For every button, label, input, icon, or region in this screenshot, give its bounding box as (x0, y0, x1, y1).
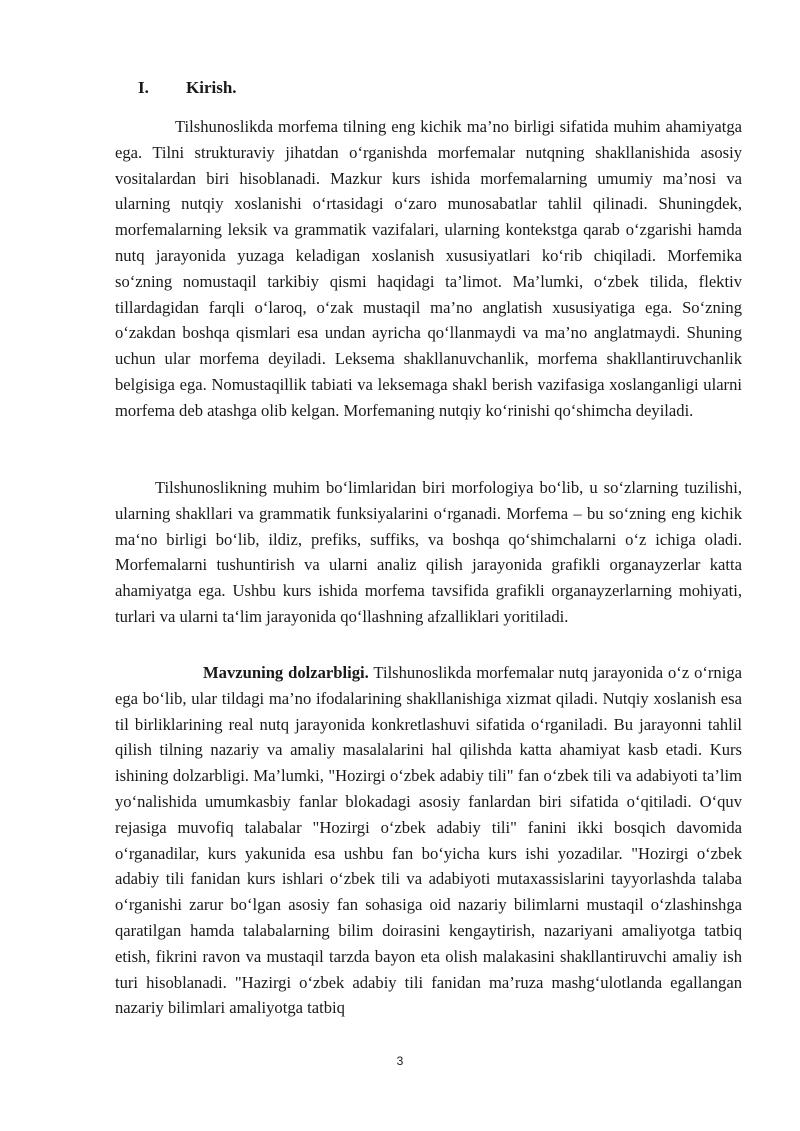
section-title: Kirish. (186, 78, 237, 97)
paragraph-1: Tilshunoslikda morfema tilning eng kichik ma’no birligi sifatida muhim ahamiyatga ega. Tilni strukturaviy jihatdan o‘rganishda morfemalar nutqning shakllanishida asosiy vositalardan biri hisoblanadi. Mazkur kurs ishida morfemalarning umumiy ma’nosi va ularning nutqiy xoslanishi o‘rtasidagi o‘zaro munosabatlar tahlil qilinadi. Shuningdek, morfemalarning leksik va grammatik vazifalari, ularning kontekstga qarab o‘zgarishi hamda nutq jarayonida yuzaga keladigan xoslanish xususiyatlari ko‘rib chiqiladi. Morfemika so‘zning nomustaqil tarkibiy qismi haqidagi ta’limot. Ma’lumki, o‘zbek tilida, flektiv tillardagidan farqli o‘laroq, o‘zak mustaqil ma’no anglatish xususiyatiga ega. So‘zning o‘zakdan boshqa qismlari esa undan ayricha qo‘llanmaydi va ma’no anglatmaydi. Shuning uchun ular morfema deyiladi. Leksema shakllanuvchanlik, morfema shakllantiruvchanlik belgisiga ega. Nomustaqillik tabiati va leksemaga shakl berish vazifasiga xoslanganligi ularni morfema deb atashga olib kelgan. Morfemaning nutqiy ko‘rinishi qo‘shimcha deyiladi. (115, 117, 742, 420)
section-heading (138, 78, 237, 98)
paragraph-3-text: Tilshunoslikda morfemalar nutq jarayonida o‘z o‘rniga ega bo‘lib, ular tildagi ma’no ifodalarining shakllanishiga xizmat qiladi. Nutqiy xoslanish esa til birliklarining real nutq jarayonida konkretlashuvi sifatida o‘rganiladi. Bu jarayonni tahlil qilish tilning nazariy va amaliy masalalarini hal qilishda katta ahamiyat kasb etadi. Kurs ishining dolzarbligi. Ma’lumki, "Hozirgi o‘zbek adabiy tili" fan o‘zbek tili va adabiyoti ta’lim yo‘nalishida umumkasbiy fanlar blokadagi asosiy fanlardan biri sifatida o‘qitiladi. O‘quv rejasiga muvofiq talabalar "Hozirgi o‘zbek adabiy tili" fanini ikki bosqich davomida o‘rganadilar, kurs yakunida esa ushbu fan bo‘yicha kurs ishi yozadilar. "Hozirgi o‘zbek adabiy tili fanidan kurs ishlari o‘zbek tili va adabiyoti mutaxassislarini tayyorlashda talaba o‘rganishi zarur bo‘lgan asosiy fan sohasiga oid nazariy bilimlarni mustaqil o‘zlashinshga qaratilgan hamda talabalarning bilim doirasini kengaytirish, nazariyani amaliyotga tatbiq etish, fikrini ravon va mustaqil tarzda bayon eta olish malakasini shakllantiruvchi amaliy ish turi hisoblanadi. "Hazirgi o‘zbek adabiy tili fanidan ma’ruza mashg‘ulotlanda egallangan nazariy bilimlari amaliyotga tatbiq (115, 663, 742, 1018)
paragraph-lead: Mavzuning dolzarbligi. (203, 663, 369, 682)
paragraph-3 (115, 660, 742, 1021)
section-number: I. (138, 78, 149, 97)
page-number: 3 (396, 1054, 404, 1068)
paragraph-2: Tilshunoslikning muhim bo‘limlaridan biri morfologiya bo‘lib, u so‘zlarning tuzilishi, ularning shakllari va grammatik funksiyalarini o‘rganadi. Morfema – bu so‘zning eng kichik ma‘no birligi bo‘lib, ildiz, prefiks, suffiks, va boshqa qo‘shimchalarni o‘z ichiga oladi. Morfemalarni tushuntirish va ularni analiz qilish jarayonida grafikli organayzerlar katta ahamiyatga ega. Ushbu kurs ishida morfema tavsifida grafikli organayzerlarning mohiyati, turlari va ularni ta‘lim jarayonida qo‘llashning afzalliklari yoritiladi. (115, 478, 742, 626)
